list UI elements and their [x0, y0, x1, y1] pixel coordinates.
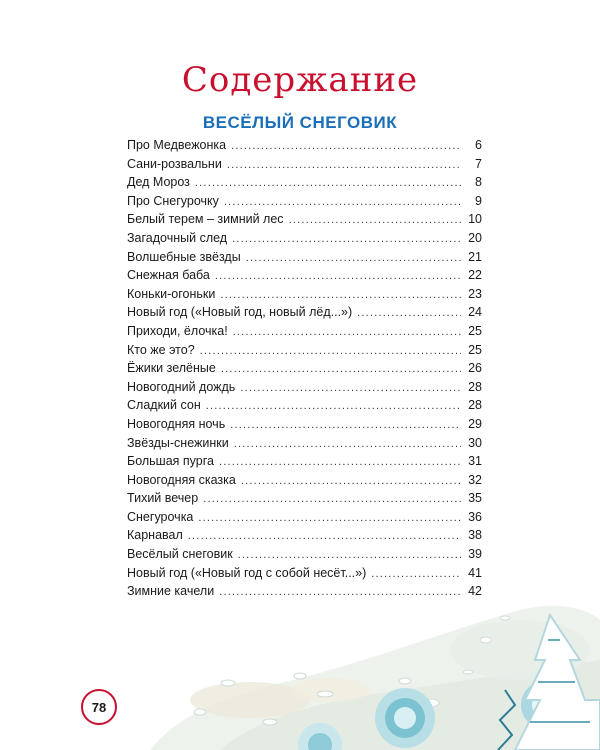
toc-entry-title: Большая пурга	[127, 454, 214, 469]
section-title: ВЕСЁЛЫЙ СНЕГОВИК	[202, 113, 398, 132]
toc-page-number: 26	[468, 361, 482, 376]
toc-entry-title: Новый год («Новый год с собой несёт...»)	[127, 565, 367, 580]
toc-leader-dots	[289, 214, 461, 226]
toc-entry-title: Про Снегурочку	[127, 193, 219, 208]
toc-page-number: 41	[468, 565, 482, 580]
toc-page-number: 38	[468, 528, 482, 543]
toc-leader-dots	[219, 586, 461, 598]
toc-leader-dots	[195, 177, 461, 189]
toc-leader-dots	[238, 549, 461, 561]
toc-page-number: 24	[468, 305, 482, 320]
toc-row[interactable]	[127, 231, 482, 250]
toc-entry-title: Волшебные звёзды	[127, 249, 241, 264]
toc-leader-dots	[220, 289, 461, 301]
toc-row[interactable]	[127, 566, 482, 585]
toc-page-number: 21	[468, 249, 482, 264]
toc-page-number: 31	[468, 454, 482, 469]
toc-entry-title: Приходи, ёлочка!	[127, 323, 228, 338]
toc-page-number: 32	[468, 472, 482, 487]
toc-entry-title: Сани-розвальни	[127, 156, 222, 171]
toc-row[interactable]	[127, 584, 482, 603]
toc-leader-dots	[246, 252, 461, 264]
toc-page-number: 29	[468, 416, 482, 431]
toc-entry-title: Тихий вечер	[127, 491, 199, 506]
table-of-contents	[127, 138, 482, 603]
toc-entry-title: Про Медвежонка	[127, 138, 227, 152]
toc-page-number: 28	[468, 398, 482, 413]
toc-page-number: 35	[468, 491, 482, 506]
toc-row[interactable]	[127, 157, 482, 176]
toc-leader-dots	[230, 419, 461, 431]
toc-entry-title: Новый год («Новый год, новый лёд...»)	[127, 305, 353, 320]
toc-leader-dots	[198, 512, 461, 524]
page-number: 78	[91, 699, 107, 715]
toc-row[interactable]	[127, 473, 482, 492]
toc-leader-dots	[221, 363, 461, 375]
toc-entry-title: Сладкий сон	[127, 398, 201, 413]
toc-row[interactable]	[127, 250, 482, 269]
toc-row[interactable]	[127, 175, 482, 194]
toc-page-number: 30	[468, 435, 482, 450]
toc-leader-dots	[234, 438, 461, 450]
page-title: Содержание	[181, 60, 419, 100]
toc-page-number: 10	[468, 212, 482, 227]
toc-entry-title: Кто же это?	[127, 342, 195, 357]
toc-page-number: 39	[468, 547, 482, 562]
toc-entry-title: Коньки-огоньки	[127, 286, 216, 301]
toc-row[interactable]	[127, 417, 482, 436]
toc-row[interactable]	[127, 361, 482, 380]
toc-row[interactable]	[127, 454, 482, 473]
toc-row[interactable]	[127, 324, 482, 343]
toc-leader-dots	[227, 159, 461, 171]
toc-leader-dots	[203, 493, 461, 505]
toc-row[interactable]	[127, 547, 482, 566]
toc-row[interactable]	[127, 491, 482, 510]
toc-entry-title: Снежная баба	[127, 268, 210, 283]
toc-row[interactable]	[127, 268, 482, 287]
toc-page-number: 25	[468, 342, 482, 357]
toc-row[interactable]	[127, 287, 482, 306]
toc-entry-title: Новогодняя ночь	[127, 416, 226, 431]
toc-row[interactable]	[127, 398, 482, 417]
toc-row[interactable]	[127, 138, 482, 157]
toc-entry-title: Зимние качели	[127, 584, 215, 599]
toc-row[interactable]	[127, 510, 482, 529]
toc-row[interactable]	[127, 528, 482, 547]
toc-page-number: 6	[475, 138, 482, 152]
toc-page-number: 36	[468, 509, 482, 524]
toc-entry-title: Белый терем – зимний лес	[127, 212, 284, 227]
toc-leader-dots	[215, 270, 461, 282]
toc-leader-dots	[232, 233, 461, 245]
toc-row[interactable]	[127, 436, 482, 455]
toc-row[interactable]	[127, 194, 482, 213]
toc-row[interactable]	[127, 305, 482, 324]
toc-entry-title: Новогодний дождь	[127, 379, 236, 394]
toc-leader-dots	[371, 568, 461, 580]
toc-page-number: 25	[468, 323, 482, 338]
toc-page-number: 28	[468, 379, 482, 394]
toc-leader-dots	[233, 326, 461, 338]
toc-entry-title: Весёлый снеговик	[127, 547, 233, 562]
toc-leader-dots	[241, 475, 461, 487]
toc-entry-title: Карнавал	[127, 528, 183, 543]
toc-leader-dots	[188, 530, 461, 542]
toc-leader-dots	[200, 345, 461, 357]
toc-entry-title: Новогодняя сказка	[127, 472, 236, 487]
toc-row[interactable]	[127, 212, 482, 231]
toc-entry-title: Ёжики зелёные	[127, 361, 216, 376]
toc-page-number: 23	[468, 286, 482, 301]
toc-page-number: 9	[475, 193, 482, 208]
toc-leader-dots	[231, 140, 461, 152]
toc-page-number: 22	[468, 268, 482, 283]
toc-entry-title: Загадочный след	[127, 230, 228, 245]
toc-entry-title: Дед Мороз	[127, 175, 190, 190]
toc-row[interactable]	[127, 343, 482, 362]
toc-page-number: 7	[475, 156, 482, 171]
page-number-badge	[81, 689, 117, 725]
toc-leader-dots	[357, 307, 461, 319]
toc-entry-title: Снегурочка	[127, 509, 194, 524]
toc-row[interactable]	[127, 380, 482, 399]
toc-entry-title: Звёзды-снежинки	[127, 435, 229, 450]
toc-leader-dots	[219, 456, 461, 468]
toc-leader-dots	[240, 382, 461, 394]
toc-page-number: 8	[475, 175, 482, 190]
toc-leader-dots	[224, 196, 461, 208]
toc-page-number: 42	[468, 584, 482, 599]
toc-page-number: 20	[468, 230, 482, 245]
toc-leader-dots	[206, 400, 461, 412]
